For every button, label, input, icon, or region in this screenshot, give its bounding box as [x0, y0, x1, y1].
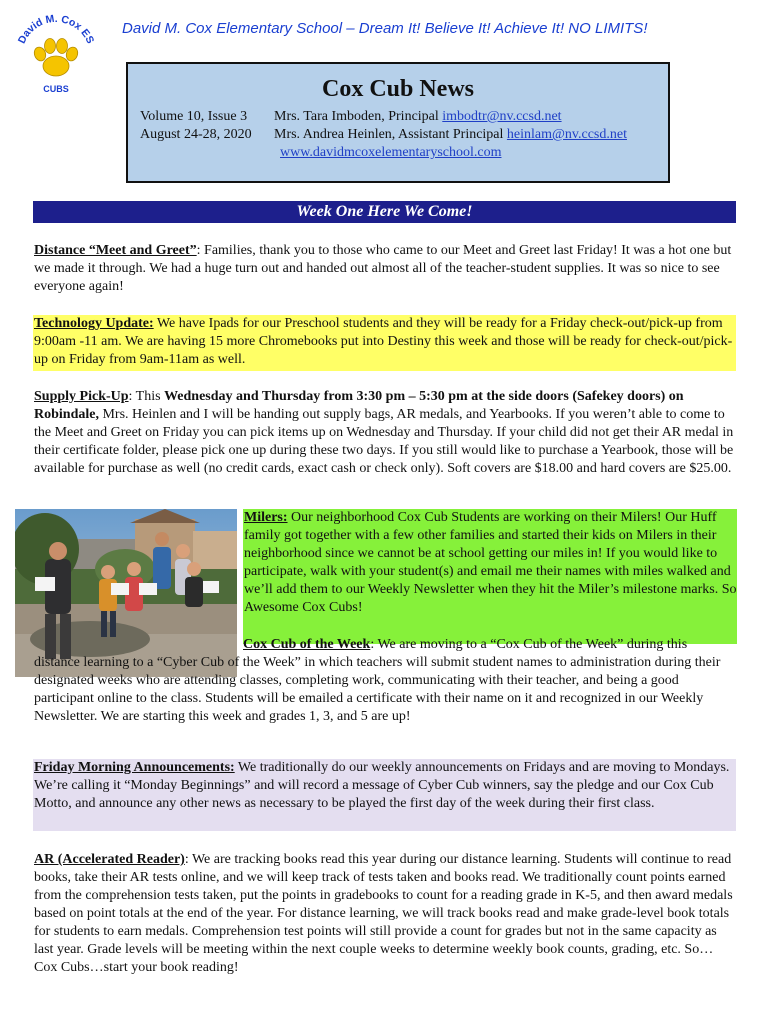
article-heading: Cox Cub of the Week: [243, 637, 371, 652]
section-banner: Week One Here We Come!: [33, 201, 736, 223]
article-body-intro: : This: [128, 389, 165, 404]
newsletter-title: Cox Cub News: [321, 76, 474, 102]
school-website-link[interactable]: www.davidmcoxelementaryschool.com: [280, 145, 502, 160]
principal-name: Mrs. Tara Imboden, Principal: [274, 109, 443, 124]
article-body: We traditionally do our weekly announcements on Fridays and are moving to Mondays. We’re calling it “Monday Beginnings” and will record a message of Cyber Cub winners, say the pledge and our Cox Cub Motto, and announce any other news as necessary to be played the first day of the week during their first class.: [34, 760, 730, 811]
tagline-dash: –: [342, 20, 359, 37]
masthead-row-dates: [140, 127, 627, 143]
article-technology-update: [33, 315, 736, 371]
article-heading: Milers:: [244, 510, 288, 525]
principal-email-link[interactable]: imbodtr@nv.ccsd.net: [442, 109, 562, 124]
volume-issue: Volume 10, Issue 3: [140, 109, 248, 124]
assistant-principal-name: Mrs. Andrea Heinlen, Assistant Principal: [274, 127, 507, 142]
school-logo: [12, 10, 100, 98]
masthead-row-volume: [140, 109, 562, 125]
article-heading: AR (Accelerated Reader): [34, 852, 185, 867]
article-cox-cub-of-the-week: [34, 636, 736, 726]
logo-cubs-text: CUBS: [43, 84, 69, 94]
article-friday-announcements: [33, 759, 736, 831]
article-body: We have Ipads for our Preschool students and they will be ready for a Friday check-out/pick-up from 9:00am -11 am. We are having 15 more Chromebooks put into Destiny this week and those will be ready for check-out/pick-up on Friday from 9am-11am as well.: [34, 316, 733, 367]
tagline-motto: Dream It! Believe It! Achieve It! NO LIMITS!: [358, 20, 648, 37]
article-heading: Distance “Meet and Greet”: [34, 243, 197, 258]
masthead-row-website: [280, 145, 501, 161]
logo-arc-text: David M. Cox ES: [15, 12, 97, 46]
article-body: : We are moving to a “Cox Cub of the Week” during this distance learning to a “Cyber Cub of the Week” in which teachers will submit student names to administration during their designated weeks who are attending classes, completing work, communicating with their teacher, and being a good participant online to the class. Students will be emailed a certificate with their name on it and recognized in our Weekly Newsletter. We are starting this week and grades 1, 3, and 5 are up!: [34, 637, 721, 724]
article-body: Our neighborhood Cox Cub Students are working on their Milers! Our Huff family got together with a few other families and started their kids on Milers in their neighborhood since we cannot be at school getting our miles in! If you would like to participate, walk with your student(s) and email me their names with miles walked and we’ll add them to our Weekly Newsletter when they hit the Miler’s milestone marks. So Awesome Cox Cubs!: [244, 510, 737, 615]
article-heading: Supply Pick-Up: [34, 389, 129, 404]
article-supply-pickup: [34, 388, 736, 478]
article-body: : We are tracking books read this year during our distance learning. Students will continue to read books, take their AR tests online, and we will keep track of tests taken and books read. We traditionally count points earned from the comprehension tests taken, put the points in gradebooks to count for a reading grade in K-5, and then award medals based on point totals at the end of the year. For distance learning, we will track books read and make grade-level book totals for students to earn medals. Comprehension test points will still provide a count for grades but not in the same capacity as last year. Grade levels will be meeting within the next couple weeks to determine weekly book counts, grading, etc. So…Cox Cubs…start your book reading!: [34, 852, 733, 975]
newsletter-masthead: [126, 62, 670, 183]
issue-dates: August 24-28, 2020: [140, 127, 252, 142]
article-accelerated-reader: [34, 851, 736, 977]
article-heading: Technology Update:: [34, 316, 154, 331]
article-body: : Families, thank you to those who came to our Meet and Greet last Friday! It was a hot one but we made it through. We had a huge turn out and handed out almost all of the teacher-student supplies. It was so nice to see everyone again!: [34, 243, 732, 294]
article-milers: [243, 509, 737, 644]
article-body: Mrs. Heinlen and I will be handing out supply bags, AR medals, and Yearbooks. If you weren’t able to come to the Meet and Greet on Friday you can pick items up on Wednesday and Thursday. If your child did not get their AR medal in their certificate folder, please pick one up during these two days. If you still would like to purchase a Yearbook, those will be available for purchase as well (no credit cards, exact cash or check only). Soft covers are $18.00 and hard covers are $25.00.: [34, 407, 734, 476]
article-body-emphasis: Wednesday and Thursday from 3:30 pm – 5:30 pm at the side doors (Safekey doors) on Robindale,: [34, 389, 684, 422]
assistant-email-link[interactable]: heinlam@nv.ccsd.net: [506, 127, 627, 142]
tagline-school: David M. Cox Elementary School: [122, 20, 343, 37]
article-heading: Friday Morning Announcements:: [34, 760, 235, 775]
article-meet-and-greet: [34, 242, 736, 296]
school-tagline: [122, 20, 762, 37]
